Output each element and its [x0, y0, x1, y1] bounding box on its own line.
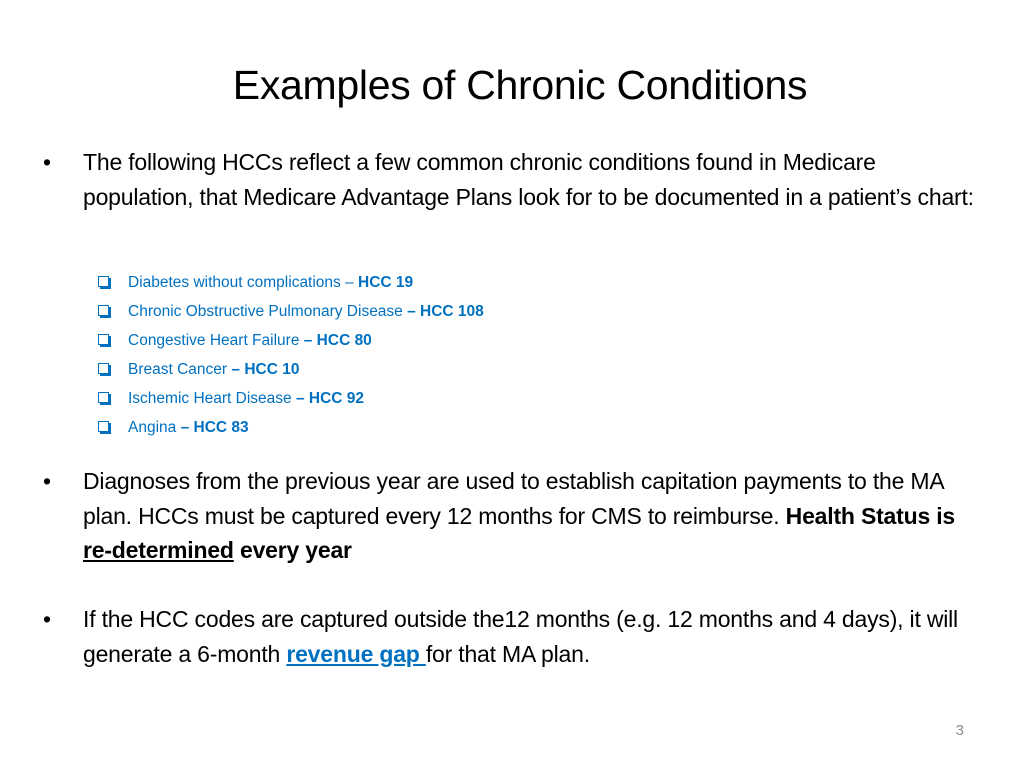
hcc-code: HCC 19 — [358, 274, 414, 291]
condition-name: Breast Cancer — [128, 361, 232, 378]
health-status-lead: Health Status is — [785, 502, 956, 529]
checkbox-square-icon — [98, 421, 109, 432]
condition-name: Congestive Heart Failure — [128, 332, 304, 349]
hcc-code: – HCC 83 — [180, 419, 249, 436]
every-year-text: every year — [233, 537, 352, 563]
list-item — [98, 355, 484, 384]
diagnoses-text: Diagnoses from the previous year are used to establish capitation payments to the MA plan. HCCs must be captured every 12 months for CMS to reimburse. — [83, 468, 944, 529]
condition-name: Angina — [128, 419, 181, 436]
bullet-intro — [43, 145, 983, 214]
hcc-code: – HCC 10 — [231, 361, 300, 378]
checkbox-square-icon — [98, 363, 109, 374]
bullet-dot: • — [43, 606, 51, 632]
bullet-dot: • — [43, 468, 51, 494]
redetermined-text: re-determined — [83, 537, 234, 563]
checkbox-square-icon — [98, 392, 109, 403]
condition-name: Chronic Obstructive Pulmonary Disease — [128, 303, 408, 320]
condition-list — [98, 268, 484, 442]
condition-name: Ischemic Heart Disease — [128, 390, 296, 407]
capture-text: If the HCC codes are captured outside the12 months (e.g. 12 months and 4 days), it will generate a 6-month — [83, 606, 958, 667]
list-item — [98, 268, 484, 297]
list-item — [98, 413, 484, 442]
bullet-capture — [43, 602, 983, 671]
list-item — [98, 297, 484, 326]
list-item — [98, 384, 484, 413]
condition-name: Diabetes without complications – — [128, 274, 359, 291]
bullet-dot: • — [43, 149, 51, 175]
checkbox-square-icon — [98, 305, 109, 316]
list-item — [98, 326, 484, 355]
intro-text: The following HCCs reflect a few common chronic conditions found in Medicare population, that Medicare Advantage Plans look for to be documented in a patient’s chart: — [83, 149, 974, 210]
checkbox-square-icon — [98, 276, 109, 287]
bullet-diagnoses — [43, 464, 983, 568]
revenue-gap-link[interactable]: revenue gap — [286, 640, 426, 667]
slide-title: Examples of Chronic Conditions — [232, 62, 808, 108]
hcc-code: – HCC 80 — [303, 332, 372, 349]
checkbox-square-icon — [98, 334, 109, 345]
hcc-code: – HCC 92 — [295, 390, 365, 407]
hcc-code: – HCC 108 — [407, 303, 484, 320]
capture-tail: for that MA plan. — [425, 640, 590, 667]
page-number: 3 — [955, 722, 964, 739]
